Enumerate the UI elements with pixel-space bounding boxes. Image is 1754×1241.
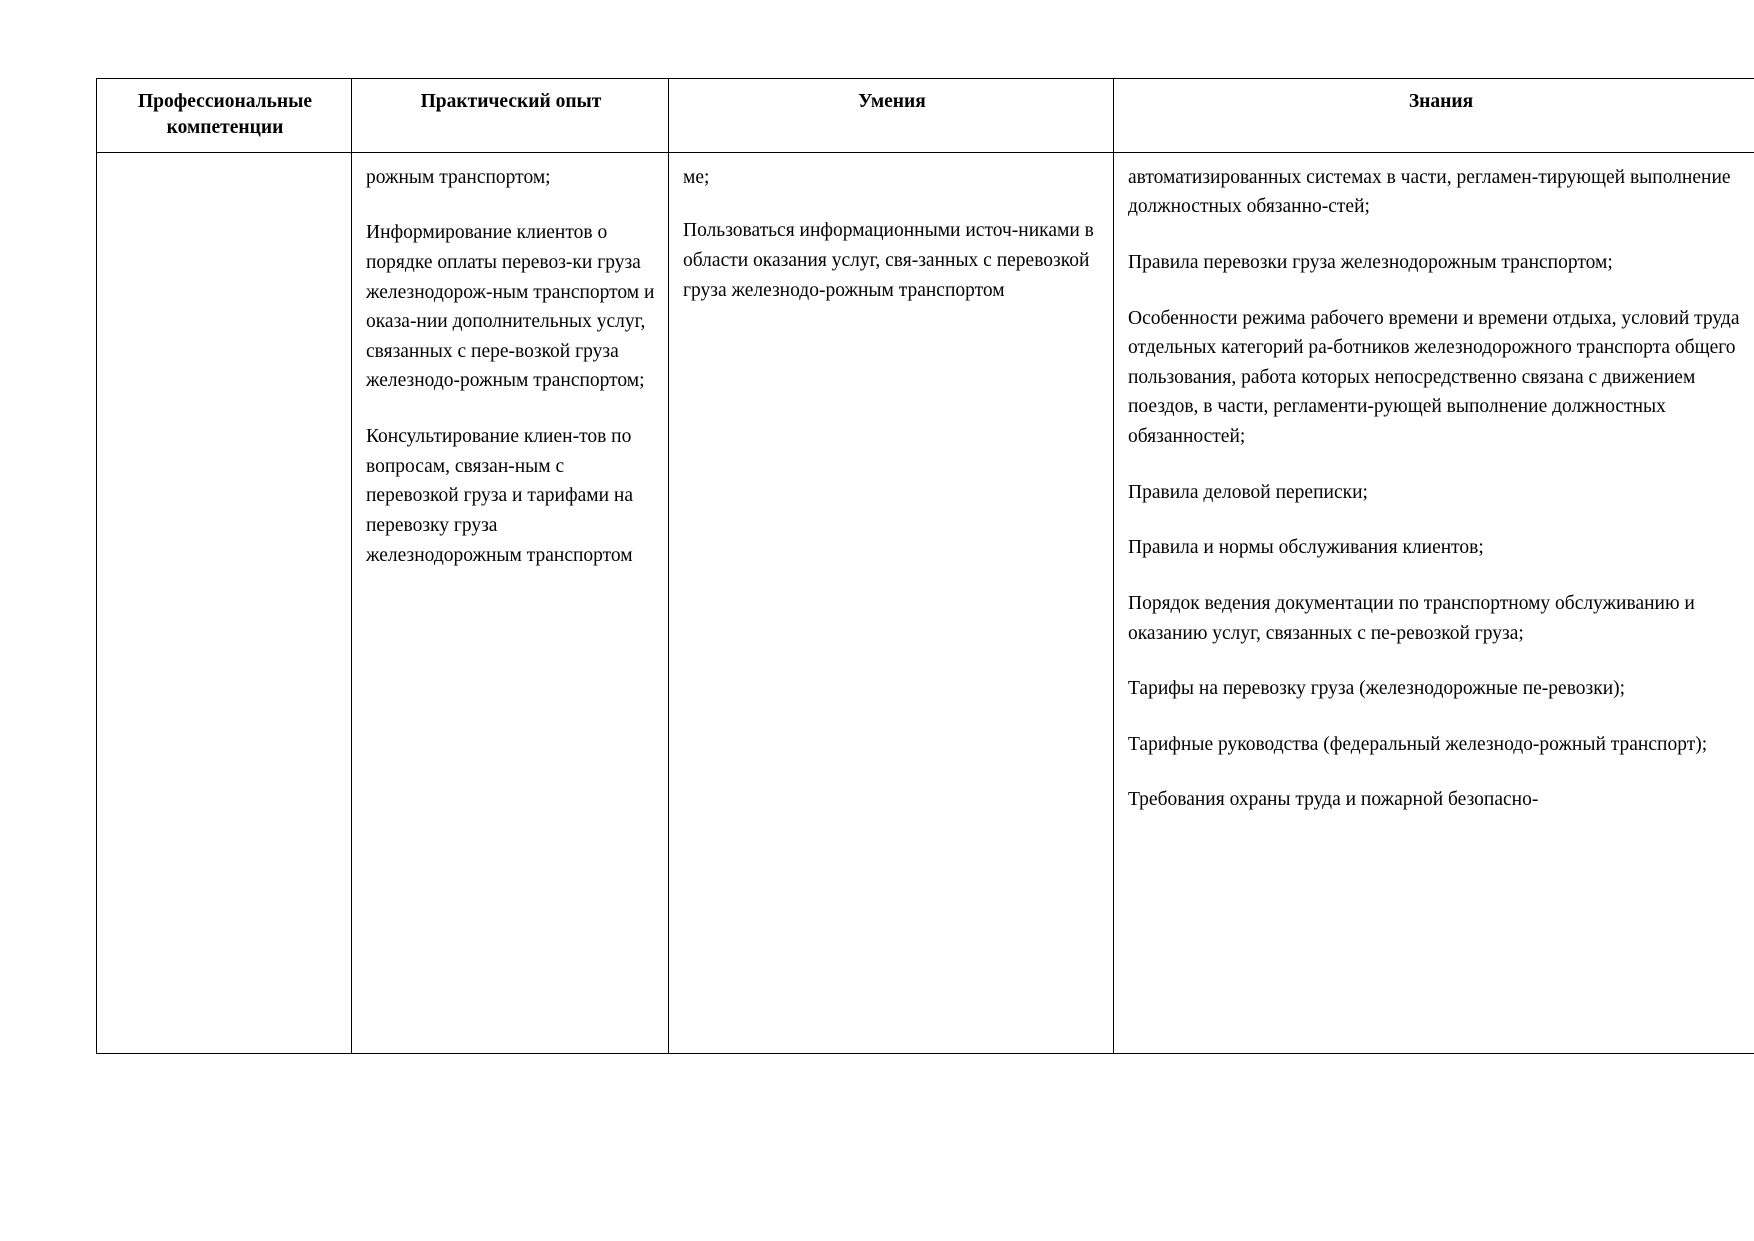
- cell-competencies: [97, 152, 352, 1053]
- practical-experience-paragraph: Консультирование клиен-тов по вопросам, связан-ным с перевозкой груза и тарифами на перевозку груза железнодорожным транспортом: [366, 426, 633, 566]
- knowledge-paragraph: Тарифные руководства (федеральный железнодо-рожный транспорт);: [1128, 733, 1708, 755]
- skills-paragraph: Пользоваться информационными источ-никами в области оказания услуг, свя-занных с перевозкой груза железнодо-рожным транспортом: [683, 220, 1094, 301]
- cell-skills: [669, 152, 1114, 1053]
- knowledge-paragraph: Правила и нормы обслуживания клиентов;: [1128, 537, 1484, 559]
- practical-experience-paragraph: Информирование клиентов о порядке оплаты перевоз-ки груза железнодорож-ным транспортом и оказа-нии дополнительных услуг, связанных с пере-возкой груза железнодо-рожным транспортом;: [366, 222, 655, 392]
- knowledge-paragraph: Требования охраны труда и пожарной безопасно-: [1128, 789, 1539, 811]
- knowledge-paragraph: Правила деловой переписки;: [1128, 481, 1368, 503]
- knowledge-paragraph: Порядок ведения документации по транспортному обслуживанию и оказанию услуг, связанных с пе-ревозкой груза;: [1128, 592, 1695, 644]
- column-header-knowledge: Знания: [1114, 79, 1754, 153]
- practical-experience-paragraph: рожным транспортом;: [366, 166, 551, 188]
- knowledge-paragraph: Тарифы на перевозку груза (железнодорожные пе-ревозки);: [1128, 678, 1626, 700]
- knowledge-content: [1128, 163, 1754, 815]
- column-header-competencies: Профессиональные компетенции: [97, 79, 352, 153]
- cell-knowledge: [1114, 152, 1754, 1053]
- competency-table: [96, 78, 1754, 1054]
- skills-content: [683, 163, 1101, 306]
- column-header-skills: Умения: [669, 79, 1114, 153]
- cell-practical-experience: [352, 152, 669, 1053]
- knowledge-paragraph: автоматизированных системах в части, регламен-тирующей выполнение должностных обязанно-стей;: [1128, 166, 1731, 218]
- practical-experience-content: [366, 163, 656, 571]
- knowledge-paragraph: Правила перевозки груза железнодорожным транспортом;: [1128, 251, 1613, 273]
- knowledge-paragraph: Особенности режима рабочего времени и времени отдыха, условий труда отдельных категорий ра-ботников железнодорожного транспорта общего пользования, работа которых непосредственно связана с движением поездов, в части, регламенти-рующей выполнение должностных обязанностей;: [1128, 307, 1740, 447]
- skills-paragraph: ме;: [683, 166, 710, 188]
- table-body: [97, 152, 1754, 1053]
- table-header-row: [97, 79, 1754, 153]
- column-header-practical-experience: Практический опыт: [352, 79, 669, 153]
- table-row: [97, 152, 1754, 1053]
- table-header: [97, 79, 1754, 153]
